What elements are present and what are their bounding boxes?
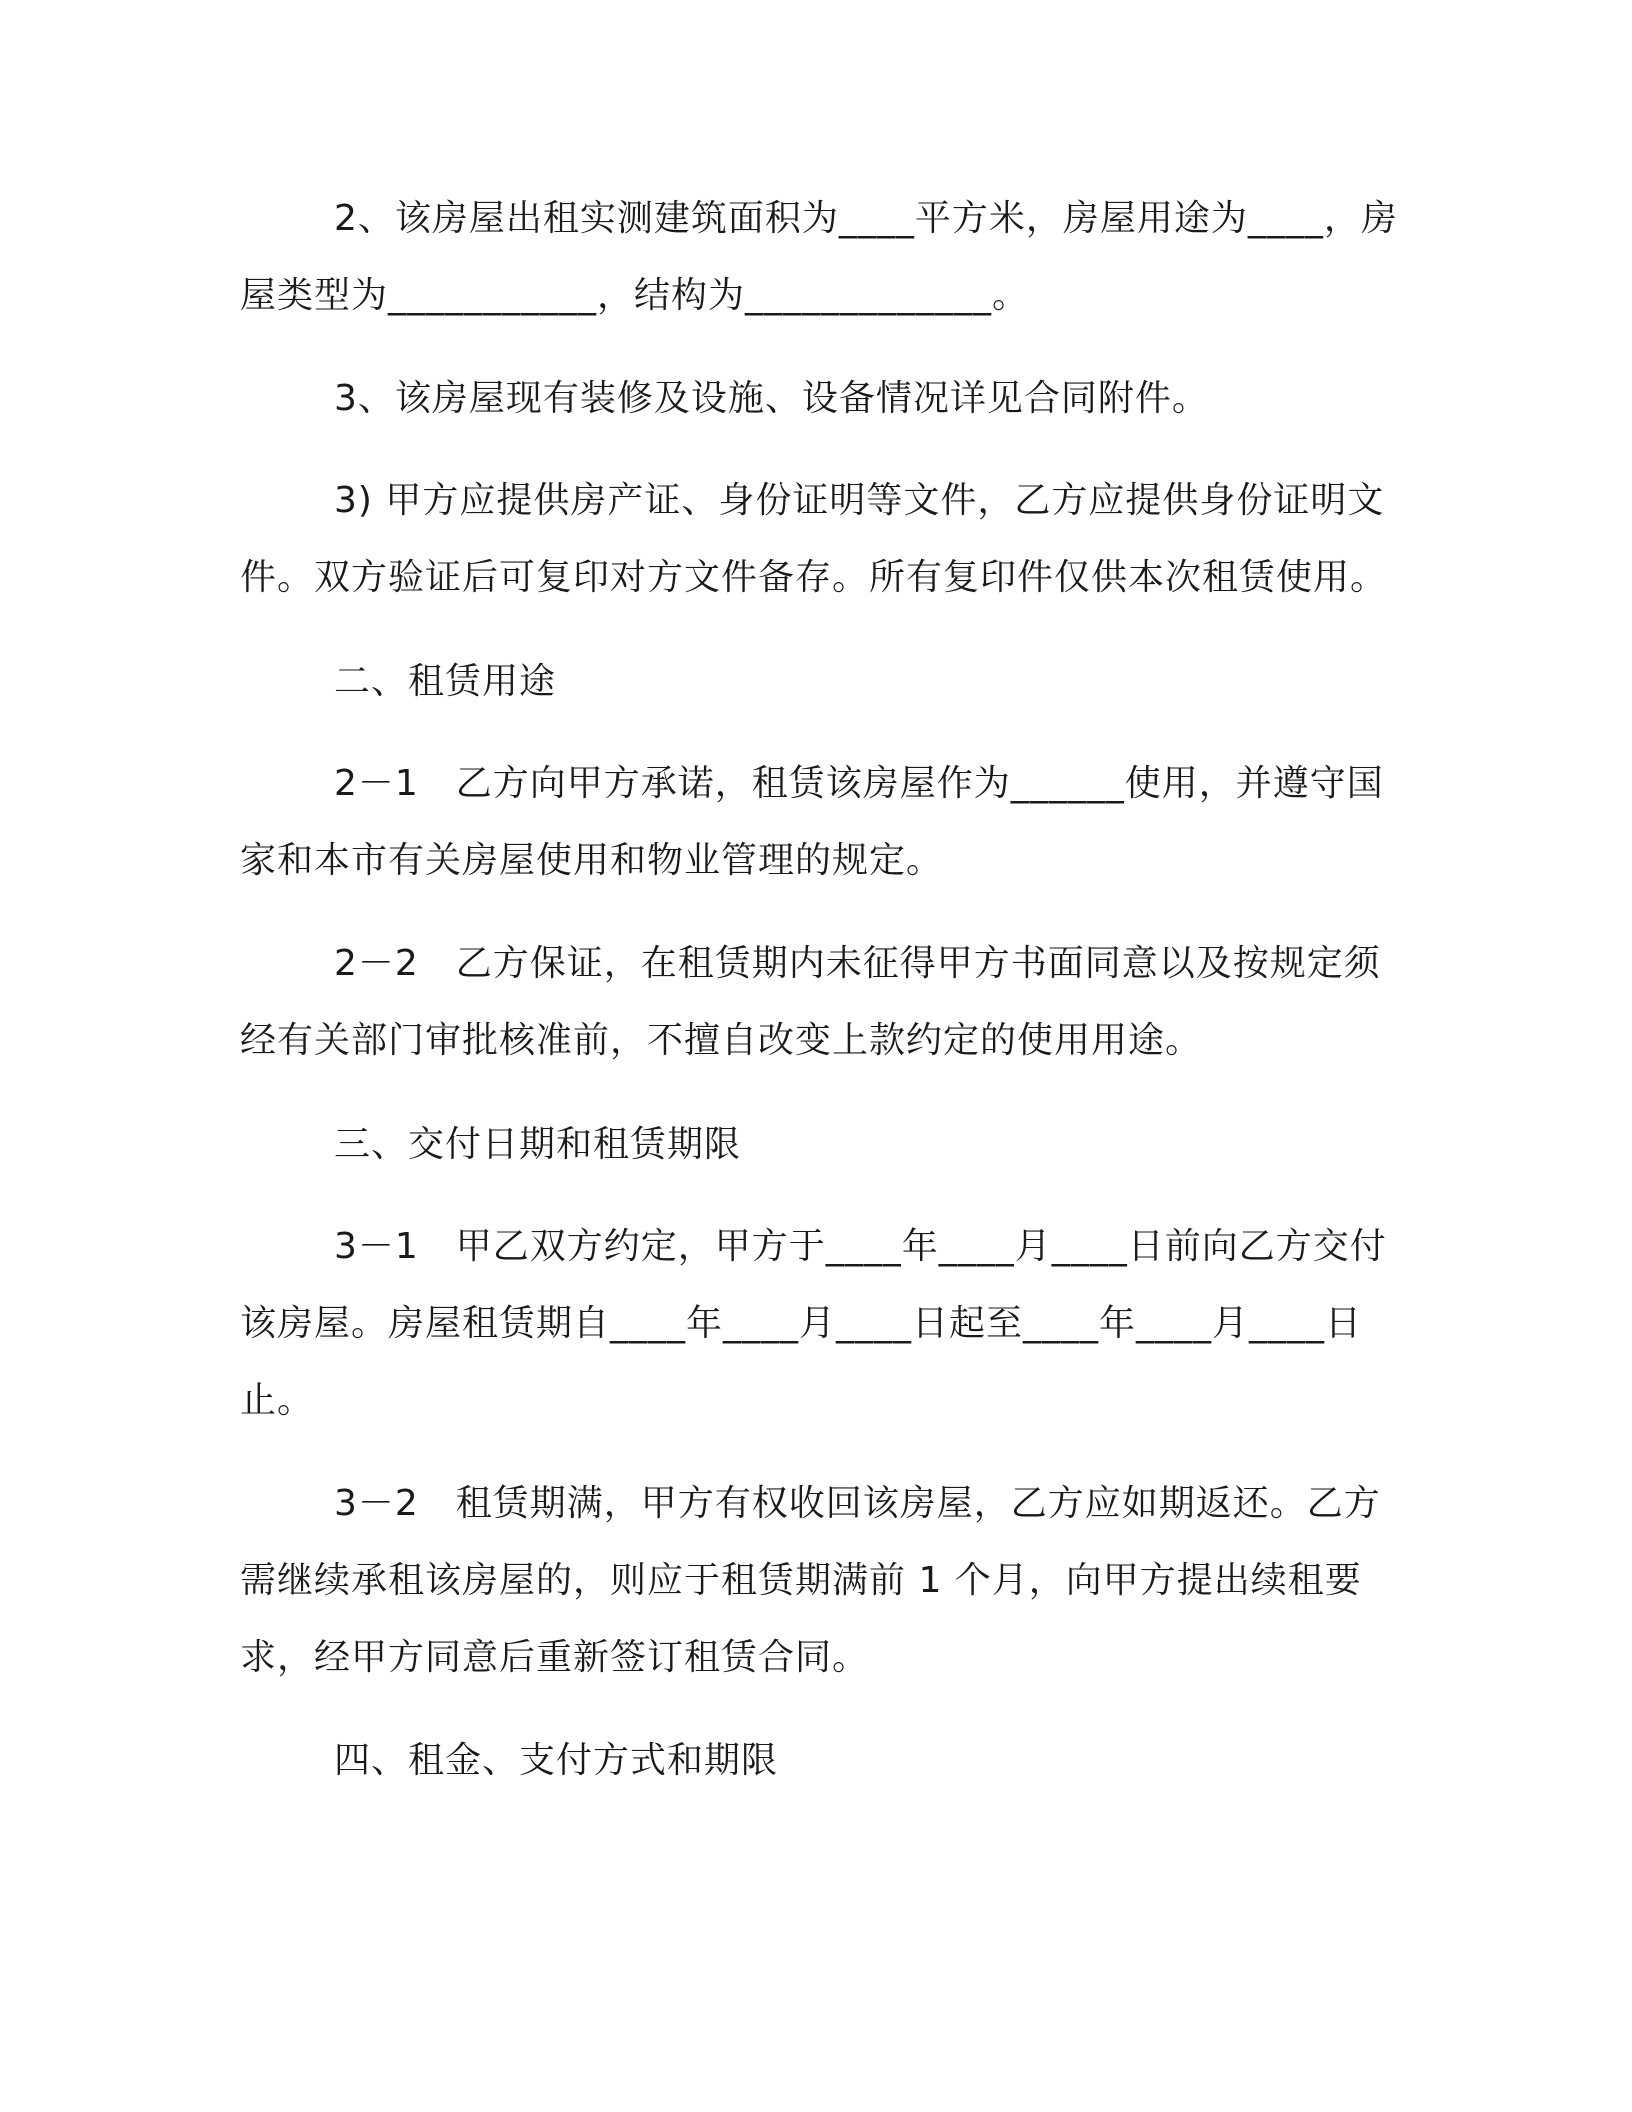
clause-area-usage: 2、该房屋出租实测建筑面积为____平方米，房屋用途为____，房屋类型为___________，结构为_____________。 — [240, 198, 1398, 316]
clause-documents: 3) 甲方应提供房产证、身份证明等文件，乙方应提供身份证明文件。双方验证后可复印对方文件备存。所有复印件仅供本次租赁使用。 — [240, 480, 1388, 598]
section-heading-rent-payment: 四、租金、支付方式和期限 — [334, 1740, 779, 1781]
clause-decoration-facilities: 3、该房屋现有装修及设施、设备情况详见合同附件。 — [334, 378, 1209, 419]
section-heading-delivery-term: 三、交付日期和租赁期限 — [334, 1124, 742, 1165]
clause-2-1: 2－1 乙方向甲方承诺，租赁该房屋作为______使用，并遵守国家和本市有关房屋使用和物业管理的规定。 — [240, 763, 1384, 881]
section-heading-lease-purpose: 二、租赁用途 — [334, 661, 557, 702]
clause-3-1: 3－1 甲乙双方约定，甲方于____年____月____日前向乙方交付该房屋。房屋租赁期自____年____月____日起至____年____月____日止。 — [240, 1226, 1387, 1421]
clause-3-2: 3－2 租赁期满，甲方有权收回该房屋，乙方应如期返还。乙方需继续承租该房屋的，则应于租赁期满前 1 个月，向甲方提出续租要求，经甲方同意后重新签订租赁合同。 — [240, 1483, 1381, 1678]
clause-2-2: 2－2 乙方保证，在租赁期内未征得甲方书面同意以及按规定须经有关部门审批核准前，不擅自改变上款约定的使用用途。 — [240, 943, 1381, 1061]
